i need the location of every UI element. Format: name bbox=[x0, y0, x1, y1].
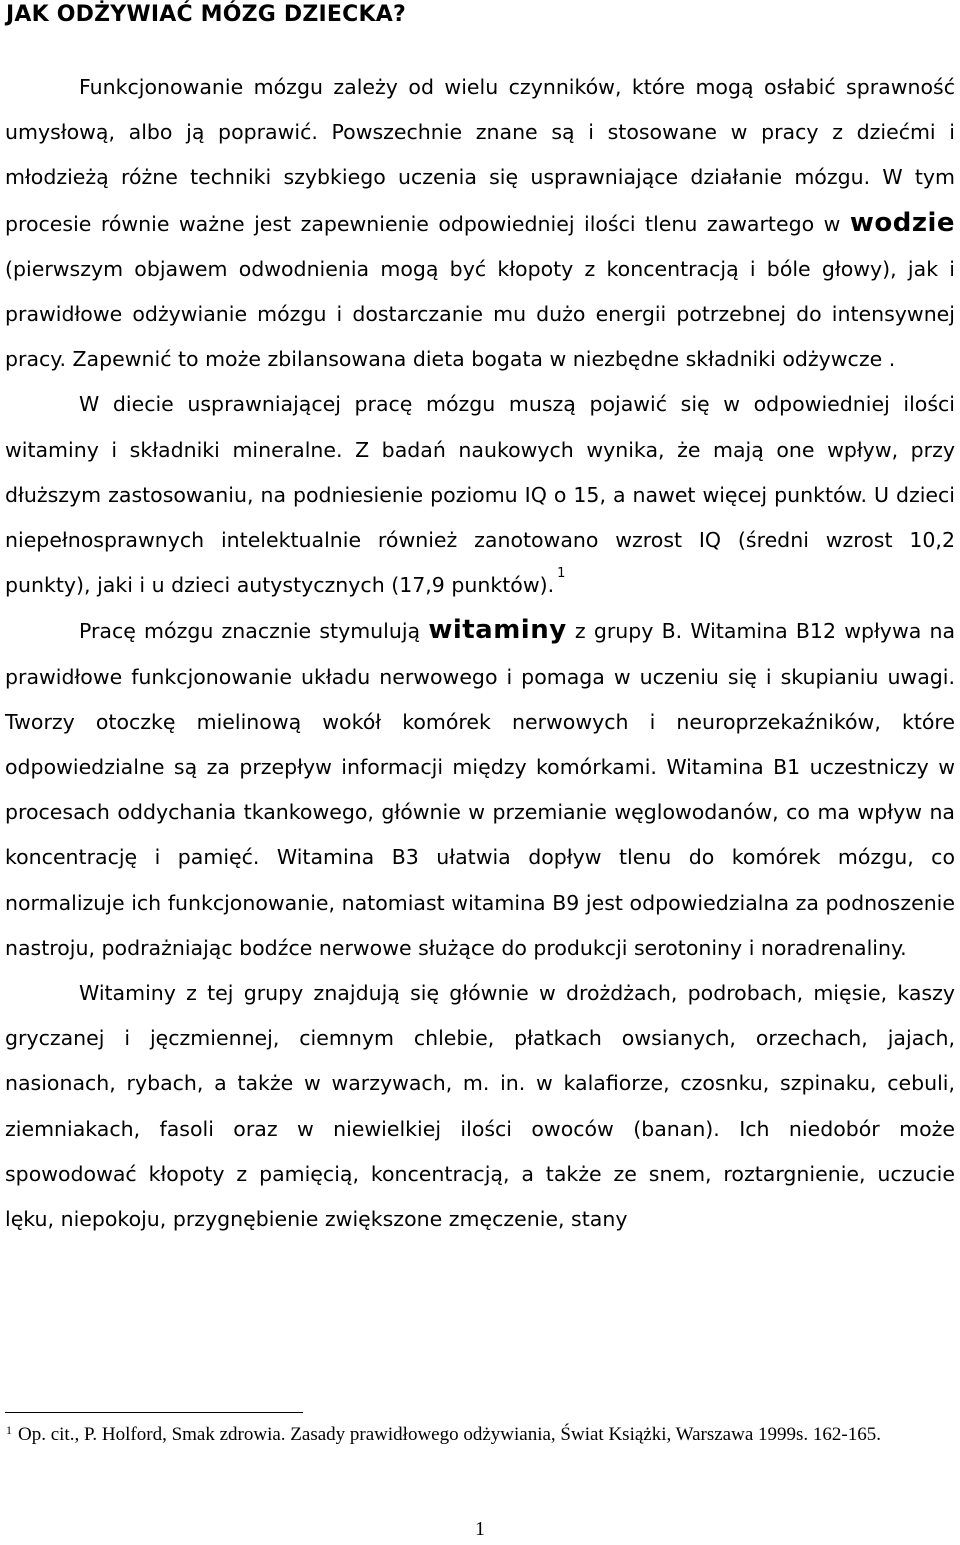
footnote-reference[interactable]: 1 bbox=[557, 566, 566, 582]
document-title: JAK ODŻYWIAĆ MÓZG DZIECKA? bbox=[6, 2, 406, 27]
page-number: 1 bbox=[475, 1518, 485, 1540]
paragraph-intro bbox=[5, 65, 955, 382]
footnote-separator bbox=[5, 1412, 303, 1413]
footnote-number: 1 bbox=[6, 1423, 12, 1437]
paragraph-intro-text-b: (pierwszym objawem odwodnienia mogą być kłopoty z koncentracją i bóle głowy), jak i prawidłowe odżywianie mózgu i dostarczanie mu dużo energii potrzebnej do intensywnej pracy. Zapewnić to może zbilansowana dieta bogata w niezbędne składniki odżywcze . bbox=[5, 256, 955, 372]
document-body bbox=[5, 65, 955, 1242]
paragraph-vitamins-minerals-text: W diecie usprawniającej pracę mózgu muszą pojawić się w odpowiedniej ilości witaminy i składniki mineralne. Z badań naukowych wynika, że mają one wpływ, przy dłuższym zastosowaniu, na podniesienie poziomu IQ o 15, a nawet więcej punktów. U dzieci niepełnosprawnych intelektualnie również zanotowano wzrost IQ (średni wzrost 10,2 punkty), jaki i u dzieci autystycznych (17,9 punktów). bbox=[5, 392, 955, 598]
emphasis-witaminy: witaminy bbox=[428, 615, 567, 646]
paragraph-b-vitamins-text-a: Pracę mózgu znacznie stymulują bbox=[79, 619, 429, 644]
paragraph-food-sources bbox=[5, 971, 955, 1242]
paragraph-vitamins-minerals bbox=[5, 382, 955, 608]
paragraph-intro-text-a: Funkcjonowanie mózgu zależy od wielu czynników, które mogą osłabić sprawność umysłową, albo ją poprawić. Powszechnie znane są i stosowane w pracy z dziećmi i młodzieżą różne techniki szybkiego uczenia się usprawniające działanie mózgu. W tym procesie równie ważne jest zapewnienie odpowiedniej ilości tlenu zawartego w bbox=[5, 75, 955, 236]
paragraph-b-vitamins-text-b: z grupy B. Witamina B12 wpływa na prawidłowe funkcjonowanie układu nerwowego i pomaga w uczeniu się i skupianiu uwagi. Tworzy otoczkę mielinową wokół komórek nerwowych i neuroprzekaźników, które odpowiedzialne są za przepływ informacji między komórkami. Witamina B1 uczestniczy w procesach oddychania tkankowego, głównie w przemianie węglowodanów, co ma wpływ na koncentrację i pamięć. Witamina B3 ułatwia dopływ tlenu do komórek mózgu, co normalizuje ich funkcjonowanie, natomiast witamina B9 jest odpowiedzialna za podnoszenie nastroju, podrażniając bodźce nerwowe służące do produkcji serotoniny i noradrenaliny. bbox=[5, 619, 956, 960]
emphasis-wodzie: wodzie bbox=[849, 207, 955, 238]
footnote-text: Op. cit., P. Holford, Smak zdrowia. Zasady prawidłowego odżywiania, Świat Książki, Warszawa 1999s. 162-165. bbox=[18, 1424, 881, 1445]
paragraph-food-sources-text: Witaminy z tej grupy znajdują się głównie w drożdżach, podrobach, mięsie, kaszy gryczanej i jęczmiennej, ciemnym chlebie, płatkach owsianych, orzechach, jajach, nasionach, rybach, a także w warzywach, m. in. w kalafiorze, czosnku, szpinaku, cebuli, ziemniakach, fasoli oraz w niewielkiej ilości owoców (banan). Ich niedobór może spowodować kłopoty z pamięcią, koncentracją, a także ze snem, roztargnienie, uczucie lęku, niepokoju, przygnębienie zwiększone zmęczenie, stany bbox=[5, 981, 955, 1232]
paragraph-b-vitamins bbox=[5, 608, 955, 971]
footnote bbox=[6, 1422, 941, 1447]
